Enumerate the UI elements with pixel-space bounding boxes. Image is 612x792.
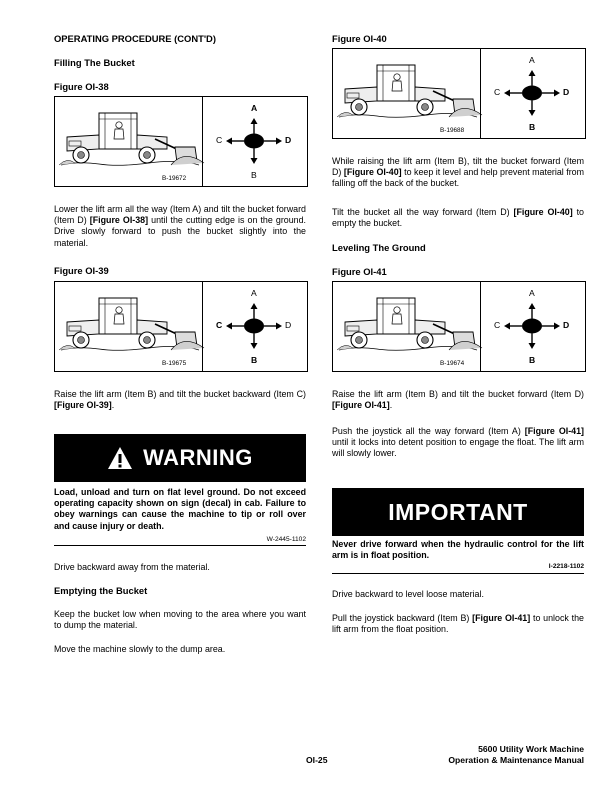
arrow-a-head xyxy=(529,70,536,76)
figure-ref: [Figure OI-41] xyxy=(524,426,584,436)
figure-oi-38 xyxy=(54,96,308,187)
warning-code: W-2445-1102 xyxy=(266,536,306,543)
arrow-b-head xyxy=(529,110,536,116)
direction-label-d: D xyxy=(285,135,292,145)
joystick-knob xyxy=(244,319,264,334)
subheading-filling: Filling The Bucket xyxy=(54,57,135,68)
joystick-diagram xyxy=(55,97,307,186)
joystick-diagram xyxy=(55,282,307,371)
divider xyxy=(332,573,584,574)
figure-ref: [Figure OI-40] xyxy=(513,207,573,217)
direction-label-c: C xyxy=(494,320,501,330)
important-text: Never drive forward when the hydraulic control for the lift arm is in float position. xyxy=(332,539,584,561)
paragraph: Raise the lift arm (Item B) and tilt the bucket forward (Item D) [Figure OI-41]. xyxy=(332,389,584,411)
figure-title: Figure OI-39 xyxy=(54,265,109,276)
paragraph: Move the machine slowly to the dump area. xyxy=(54,644,226,654)
important-label: IMPORTANT xyxy=(388,498,528,525)
direction-label-b: B xyxy=(529,355,536,365)
joystick-knob xyxy=(522,86,542,101)
manual-title: 5600 Utility Work Machine Operation & Maintenance Manual xyxy=(448,744,584,765)
warning-label: WARNING xyxy=(143,445,253,470)
joystick-diagram xyxy=(333,282,585,371)
direction-label-b: B xyxy=(529,122,536,132)
arrow-b-head xyxy=(251,158,258,164)
arrow-d-head xyxy=(554,323,560,330)
important-banner xyxy=(332,488,584,536)
paragraph: Lower the lift arm all the way (Item A) and tilt the bucket forward (Item D) [Figure OI-38] until the cutting edge is on the ground. Drive slowly forward to push the bucket slightly into the material. xyxy=(54,204,306,248)
paragraph: Tilt the bucket all the way forward (Item D) [Figure OI-40] to empty the bucket. xyxy=(332,207,584,229)
arrow-a-head xyxy=(251,118,258,124)
figure-title: Figure OI-41 xyxy=(332,266,387,277)
figure-title: Figure OI-38 xyxy=(54,81,109,92)
arrow-c-head xyxy=(226,138,232,145)
arrow-b-head xyxy=(251,343,258,349)
direction-label-c: C xyxy=(216,320,223,330)
figure-oi-39 xyxy=(54,281,308,372)
paragraph: Drive backward away from the material. xyxy=(54,562,210,572)
arrow-d-head xyxy=(554,90,560,97)
arrow-b-head xyxy=(529,343,536,349)
figure-code: B-19672 xyxy=(162,175,187,182)
arrow-a-head xyxy=(251,303,258,309)
figure-ref: [Figure OI-41] xyxy=(332,400,390,411)
figure-ref: [Figure OI-41] xyxy=(472,613,531,623)
joystick-diagram xyxy=(333,49,585,138)
figure-ref: [Figure OI-40] xyxy=(343,167,402,178)
arrow-a-head xyxy=(529,303,536,309)
paragraph: Pull the joystick backward (Item B) [Figure OI-41] to unlock the lift arm from the float position. xyxy=(332,613,584,635)
warning-text: Load, unload and turn on flat level ground. Do not exceed operating capacity shown on sign (decal) in cab. Failure to obey warnings can cause the machine to tip or roll over and cause injury or death. xyxy=(54,487,306,531)
direction-label-d: D xyxy=(563,87,570,97)
arrow-c-head xyxy=(504,323,510,330)
figure-oi-40 xyxy=(332,48,586,139)
direction-label-d: D xyxy=(563,320,570,330)
paragraph: While raising the lift arm (Item B), tilt the bucket forward (Item D) [Figure OI-40] to keep it level and help prevent material from falling off the back of the bucket. xyxy=(332,156,584,189)
page-number: OI-25 xyxy=(306,755,328,765)
direction-label-b: B xyxy=(251,355,258,365)
subheading-emptying: Emptying the Bucket xyxy=(54,585,148,596)
arrow-d-head xyxy=(276,323,282,330)
joystick-knob xyxy=(522,319,542,334)
figure-ref: [Figure OI-38] xyxy=(89,215,149,226)
divider xyxy=(54,545,306,546)
warning-banner xyxy=(54,434,306,482)
warning-triangle-icon xyxy=(107,446,133,470)
direction-label-d: D xyxy=(285,320,292,330)
direction-label-a: A xyxy=(529,288,535,298)
paragraph: Keep the bucket low when moving to the area where you want to dump the material. xyxy=(54,609,306,631)
arrow-c-head xyxy=(226,323,232,330)
subheading-leveling: Leveling The Ground xyxy=(332,242,426,253)
direction-label-a: A xyxy=(529,55,535,65)
figure-code: B-19674 xyxy=(440,360,465,367)
important-code: I-2218-1102 xyxy=(548,563,584,570)
figure-title: Figure OI-40 xyxy=(332,33,387,44)
joystick-knob xyxy=(244,134,264,149)
direction-label-a: A xyxy=(251,288,257,298)
figure-oi-41 xyxy=(332,281,586,372)
figure-code: B-19688 xyxy=(440,127,465,134)
direction-label-c: C xyxy=(494,87,501,97)
arrow-c-head xyxy=(504,90,510,97)
section-heading: OPERATING PROCEDURE (CONT'D) xyxy=(54,33,216,44)
direction-label-a: A xyxy=(251,103,258,113)
arrow-d-head xyxy=(276,138,282,145)
paragraph: Raise the lift arm (Item B) and tilt the bucket backward (Item C) [Figure OI-39]. xyxy=(54,389,306,411)
paragraph: Drive backward to level loose material. xyxy=(332,589,484,599)
direction-label-b: B xyxy=(251,170,257,180)
direction-label-c: C xyxy=(216,135,223,145)
paragraph: Push the joystick all the way forward (Item A) [Figure OI-41] until it locks into detent position to engage the float. The lift arm will slowly lower. xyxy=(332,426,584,459)
figure-ref: [Figure OI-39] xyxy=(54,400,112,411)
figure-code: B-19675 xyxy=(162,360,187,367)
